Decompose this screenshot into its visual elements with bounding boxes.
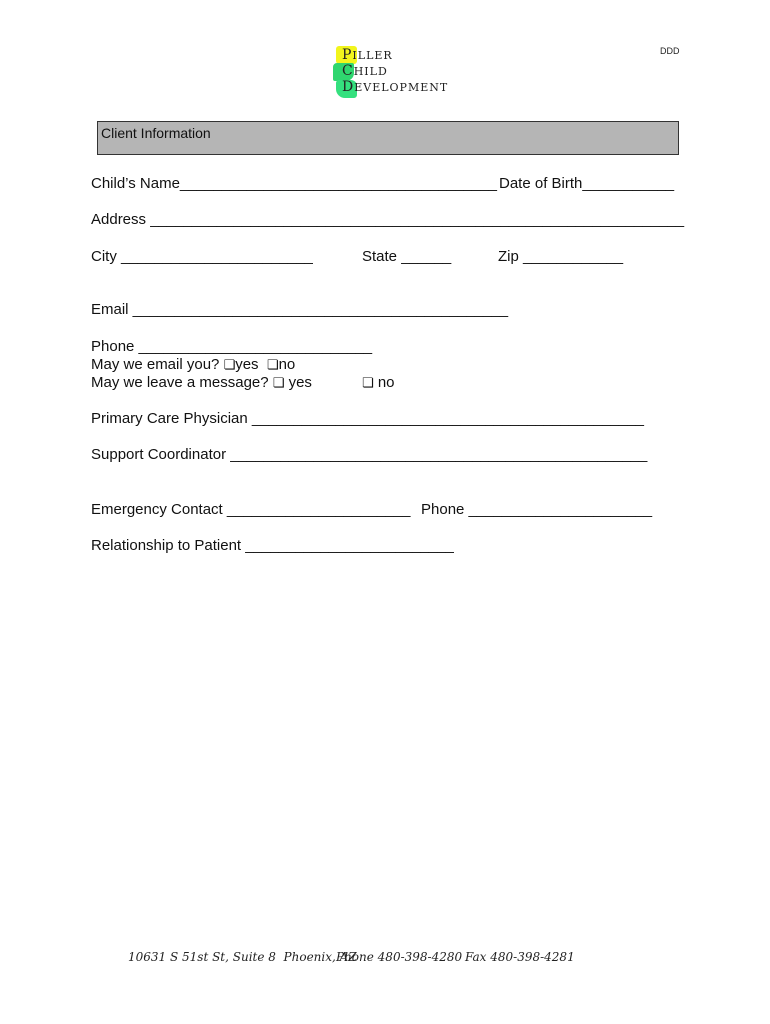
emergency-contact-field[interactable]: Emergency Contact ______________________ — [91, 501, 411, 518]
logo-line-1: PILLER — [342, 47, 393, 63]
support-coordinator-field[interactable]: Support Coordinator __________________________________________________ — [91, 446, 648, 463]
email-yes-checkbox[interactable]: ❏ — [223, 358, 236, 373]
address-field[interactable]: Address ________________________________________________________________ — [91, 211, 685, 228]
section-title: Client Information — [101, 125, 211, 141]
section-header — [97, 121, 679, 155]
childs-name-field[interactable]: Child’s Name______________________________________ — [91, 175, 497, 192]
emergency-phone-field[interactable]: Phone ______________________ — [421, 501, 653, 518]
document-code: DDD — [660, 46, 680, 56]
message-no-checkbox[interactable]: ❏ — [362, 376, 374, 391]
footer-address: 10631 S 51st St, Suite 8 Phoenix, AZ — [128, 950, 357, 964]
may-message-row — [91, 374, 312, 391]
date-of-birth-field[interactable]: Date of Birth___________ — [499, 175, 675, 192]
logo-line-2: CHILD — [342, 63, 388, 79]
primary-care-field[interactable]: Primary Care Physician _______________________________________________ — [91, 410, 644, 427]
message-yes-checkbox[interactable]: ❏ — [272, 376, 285, 391]
state-field[interactable]: State ______ — [362, 248, 452, 265]
message-no-label: no — [377, 374, 395, 391]
message-yes-label: yes — [288, 374, 312, 391]
zip-field[interactable]: Zip ____________ — [498, 248, 624, 265]
may-email-label: May we email you? — [91, 356, 224, 373]
logo-line-3: DEVELOPMENT — [342, 79, 449, 95]
email-yes-label: yes — [235, 356, 263, 373]
footer-phone: Phone 480-398-4280 — [336, 950, 463, 964]
company-logo — [333, 45, 453, 100]
relationship-field[interactable]: Relationship to Patient _________________________ — [91, 537, 454, 554]
may-email-row — [91, 356, 295, 373]
footer-fax: Fax 480-398-4281 — [465, 950, 575, 964]
email-no-label: no — [278, 356, 296, 373]
email-no-checkbox[interactable]: ❏ — [266, 358, 279, 373]
may-message-label: May we leave a message? — [91, 374, 273, 391]
email-field[interactable]: Email _____________________________________________ — [91, 301, 509, 318]
phone-field[interactable]: Phone ____________________________ — [91, 338, 373, 355]
message-no-option — [362, 374, 395, 391]
city-field[interactable]: City _______________________ — [91, 248, 313, 265]
